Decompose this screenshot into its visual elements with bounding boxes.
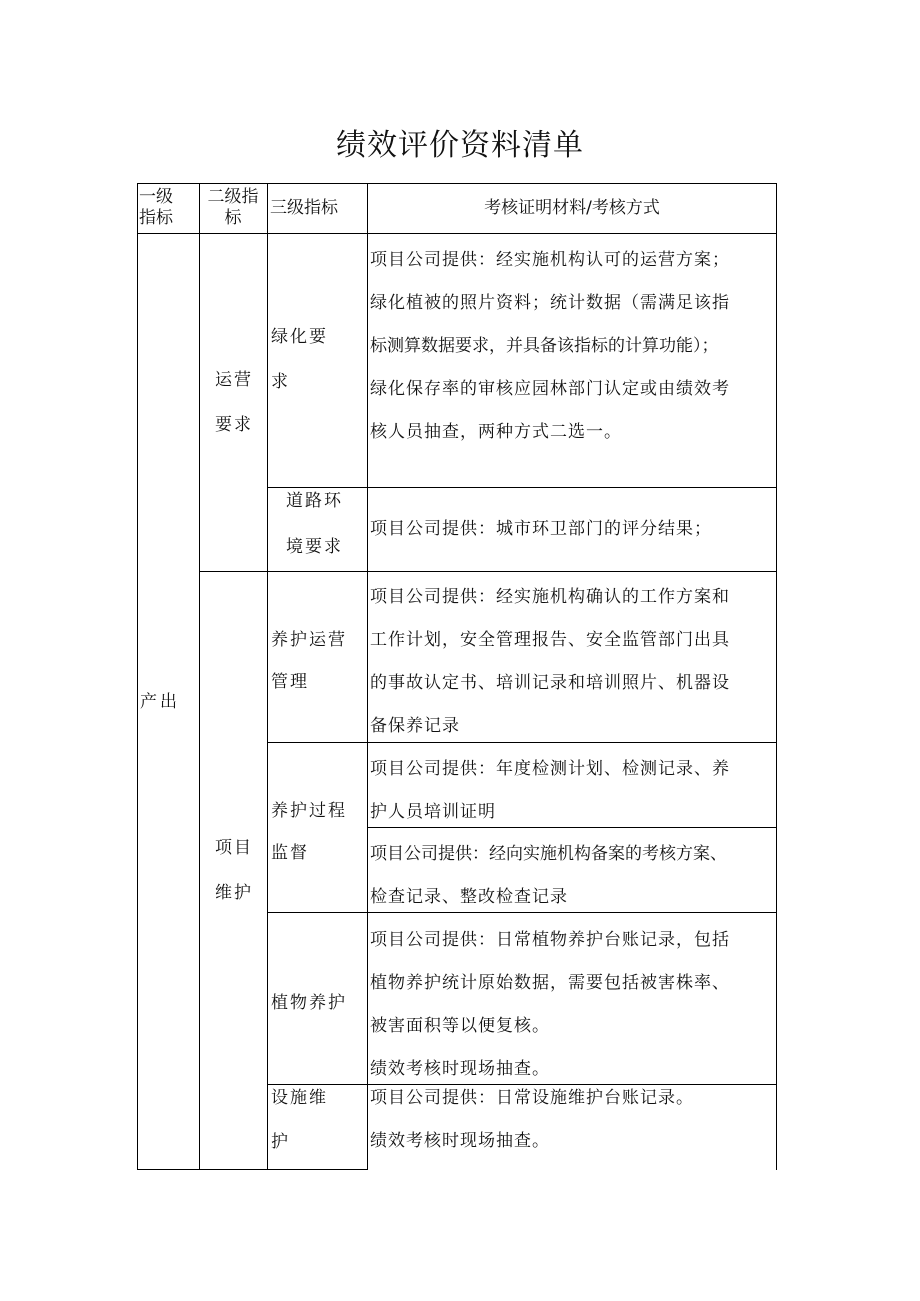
header-material: 考核证明材料/考核方式	[484, 198, 660, 218]
material-road-line: 项目公司提供：城市环卫部门的评分结果；	[370, 519, 712, 539]
material-supervision-b-line: 检查记录、整改检查记录	[370, 887, 568, 907]
level2-maintenance-line1: 项目	[215, 838, 253, 858]
material-supervision-a-line: 项目公司提供：年度检测计划、检测记录、养	[370, 759, 730, 779]
table-border-bottom	[137, 1169, 367, 1170]
material-operation-line: 备保养记录	[370, 716, 460, 736]
material-facility-line: 项目公司提供：日常设施维护台账记录。	[370, 1088, 694, 1108]
level3-road-line1: 道路环	[286, 491, 343, 511]
table-header-divider	[137, 233, 777, 234]
level1-output: 产出	[140, 692, 180, 712]
level3-plant-line1: 植物养护	[271, 993, 347, 1013]
material-road	[370, 508, 712, 551]
material-plant-line: 被害面积等以便复核。	[370, 1016, 550, 1036]
level2-operation-line1: 运营	[215, 370, 253, 390]
col-divider-3	[367, 183, 368, 1170]
level3-facility-line2: 护	[271, 1132, 290, 1152]
col-divider-1	[199, 183, 200, 1170]
material-supervision-b	[370, 833, 727, 919]
level3-road-environment	[286, 478, 343, 570]
table-border-right	[776, 183, 777, 1170]
level3-green-line2: 求	[271, 372, 290, 392]
level3-green-requirement	[271, 315, 328, 405]
material-facility	[370, 1077, 694, 1163]
level3-facility-maintenance	[271, 1076, 328, 1164]
header-level3: 三级指标	[270, 198, 338, 218]
header-level2	[201, 187, 265, 229]
header-level1-line2: 指标	[139, 208, 173, 228]
level3-road-line2: 境要求	[286, 537, 343, 557]
level3-maintenance-operation	[271, 619, 347, 703]
row-divider-green	[267, 487, 777, 488]
material-plant-line: 绩效考核时现场抽查。	[370, 1059, 550, 1079]
material-green	[370, 239, 730, 454]
material-operation	[370, 576, 730, 748]
material-operation-line: 工作计划，安全管理报告、安全监管部门出具	[370, 630, 730, 650]
material-supervision-b-line: 项目公司提供：经向实施机构备案的考核方案、	[370, 844, 727, 864]
level3-supervision-line1: 养护过程	[271, 801, 347, 821]
table-border-left	[137, 183, 138, 1170]
material-green-line: 核人员抽查，两种方式二选一。	[370, 422, 622, 442]
level3-plant-maintenance	[271, 981, 347, 1026]
material-supervision-a	[370, 748, 730, 834]
level2-operation-line2: 要求	[215, 415, 253, 435]
material-plant-line: 植物养护统计原始数据，需要包括被害株率、	[370, 973, 730, 993]
material-green-line: 标测算数据要求，并具备该指标的计算功能）；	[370, 336, 719, 356]
table-border-top	[137, 183, 777, 184]
material-green-line: 项目公司提供：经实施机构认可的运营方案；	[370, 250, 730, 270]
header-level2-line2: 标	[224, 208, 242, 228]
level3-facility-line1: 设施维	[271, 1088, 328, 1108]
col-divider-2	[267, 183, 268, 1170]
level2-maintenance-line2: 维护	[215, 883, 253, 903]
header-level1-line1: 一级	[139, 187, 173, 207]
material-operation-line: 的事故认定书、培训记录和培训照片、机器设	[370, 673, 730, 693]
level2-project-maintenance	[215, 826, 253, 916]
level3-operation-line1: 养护运营	[271, 630, 347, 650]
level2-operation-requirement	[215, 358, 253, 448]
material-plant-line: 项目公司提供：日常植物养护台账记录，包括	[370, 930, 730, 950]
header-level1	[139, 187, 197, 229]
material-plant	[370, 919, 730, 1091]
material-operation-line: 项目公司提供：经实施机构确认的工作方案和	[370, 587, 730, 607]
material-green-line: 绿化保存率的审核应园林部门认定或由绩效考	[370, 379, 730, 399]
material-facility-line: 绩效考核时现场抽查。	[370, 1131, 550, 1151]
page-title: 绩效评价资料清单	[336, 128, 584, 163]
header-level2-line1: 二级指	[207, 187, 259, 207]
level3-operation-line2: 管理	[271, 672, 309, 692]
level3-green-line1: 绿化要	[271, 327, 328, 347]
level3-supervision-line2: 监督	[271, 843, 309, 863]
material-supervision-a-line: 护人员培训证明	[370, 802, 496, 822]
level3-maintenance-supervision	[271, 790, 347, 874]
material-green-line: 绿化植被的照片资料；统计数据（需满足该指	[370, 293, 730, 313]
row-divider-level2-1	[199, 571, 777, 572]
